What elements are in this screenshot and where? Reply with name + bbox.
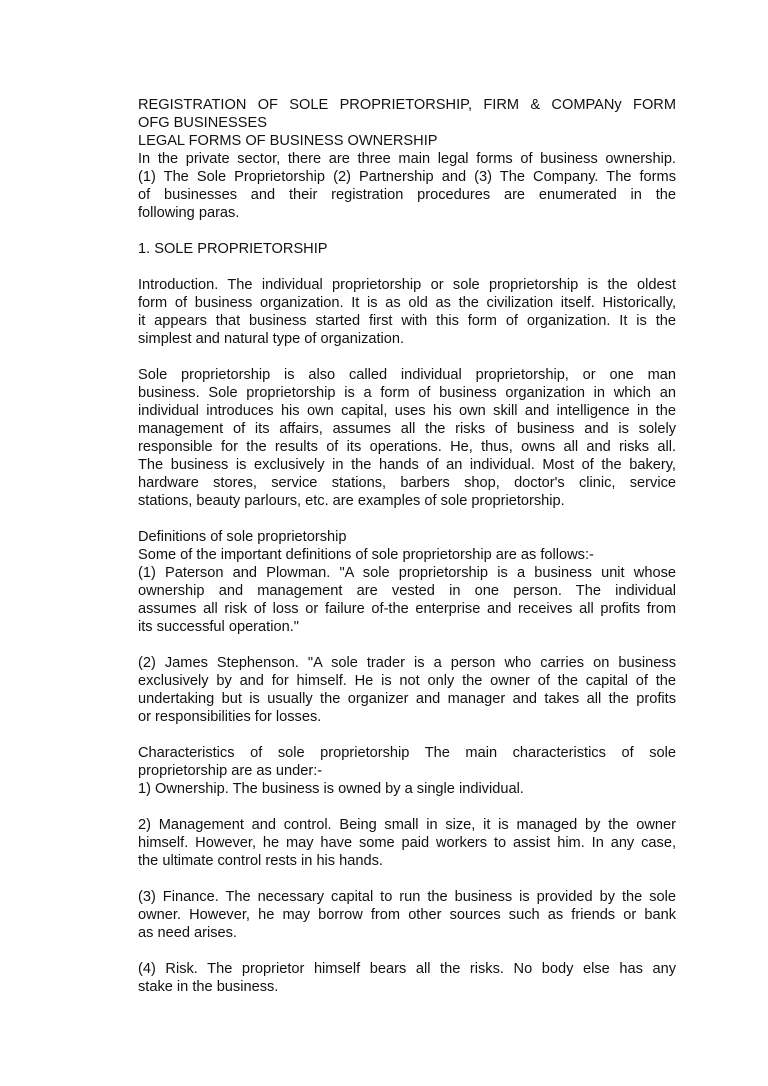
paragraph-line: the ultimate control rests in his hands. [138, 853, 383, 869]
paragraph-line: (2) James Stephenson. "A sole trader is a person who carries on business [138, 655, 676, 671]
document-subtitle [138, 132, 676, 150]
paragraph-line: management of its affairs, assumes all the risks of business and is solely [138, 421, 676, 437]
paragraph-line: undertaking but is usually the organizer and manager and takes all the profits [138, 691, 676, 707]
paragraph-line: its successful operation." [138, 619, 299, 635]
paragraph-line: individual introduces his own capital, uses his own skill and intelligence in the [138, 403, 676, 419]
heading-line: 1. SOLE PROPRIETORSHIP [138, 241, 328, 257]
title-line: OFG BUSINESSES [138, 115, 267, 131]
paragraph-line: 1) Ownership. The business is owned by a single individual. [138, 781, 524, 797]
paragraph-line: stake in the business. [138, 979, 279, 995]
paragraph-line: simplest and natural type of organization. [138, 331, 405, 347]
paragraph-line: of businesses and their registration procedures are enumerated in the [138, 187, 676, 203]
paragraph-line: ownership and management are vested in one person. The individual [138, 583, 676, 599]
paragraph-line: business. Sole proprietorship is a form of business organization in which an [138, 385, 676, 401]
introduction-paragraph [138, 276, 676, 348]
paragraph-line: (4) Risk. The proprietor himself bears all the risks. No body else has any [138, 961, 676, 977]
paragraph-line: stations, beauty parlours, etc. are examples of sole proprietorship. [138, 493, 565, 509]
paragraph-line: In the private sector, there are three main legal forms of business ownership. [138, 151, 676, 167]
paragraph-line: as need arises. [138, 925, 237, 941]
paragraph-line: exclusively by and for himself. He is not only the owner of the capital of the [138, 673, 676, 689]
paragraph-line: proprietorship are as under:- [138, 763, 323, 779]
paragraph-line: himself. However, he may have some paid workers to assist him. In any case, [138, 835, 676, 851]
paragraph-line: owner. However, he may borrow from other sources such as friends or bank [138, 907, 676, 923]
intro-paragraph [138, 150, 676, 222]
paragraph-line: it appears that business started first with this form of organization. It is the [138, 313, 676, 329]
subtitle-line: LEGAL FORMS OF BUSINESS OWNERSHIP [138, 133, 438, 149]
definitions-section [138, 528, 676, 636]
paragraph-line: 2) Management and control. Being small in size, it is managed by the owner [138, 817, 676, 833]
paragraph-line: hardware stores, service stations, barbers shop, doctor's clinic, service [138, 475, 676, 491]
document-title [138, 96, 676, 132]
paragraph-line: The business is exclusively in the hands of an individual. Most of the bakery, [138, 457, 676, 473]
title-line: REGISTRATION OF SOLE PROPRIETORSHIP, FIRM & COMPANy FORM [138, 97, 676, 113]
paragraph-line: (1) Paterson and Plowman. "A sole proprietorship is a business unit whose [138, 565, 676, 581]
sole-proprietorship-paragraph [138, 366, 676, 510]
characteristic-3-paragraph [138, 888, 676, 942]
characteristic-2-paragraph [138, 816, 676, 870]
characteristic-4-paragraph [138, 960, 676, 996]
paragraph-line: form of business organization. It is as old as the civilization itself. Historically, [138, 295, 676, 311]
section-heading [138, 240, 676, 258]
paragraph-line: (1) The Sole Proprietorship (2) Partnership and (3) The Company. The forms [138, 169, 676, 185]
paragraph-line: Sole proprietorship is also called individual proprietorship, or one man [138, 367, 676, 383]
paragraph-line: (3) Finance. The necessary capital to run the business is provided by the sole [138, 889, 676, 905]
paragraph-line: responsible for the results of its operations. He, thus, owns all and risks all. [138, 439, 676, 455]
definitions-intro: Some of the important definitions of sole proprietorship are as follows:- [138, 547, 594, 563]
paragraph-line: or responsibilities for losses. [138, 709, 322, 725]
characteristics-section [138, 744, 676, 798]
definition-2-paragraph [138, 654, 676, 726]
paragraph-line: Introduction. The individual proprietorship or sole proprietorship is the oldest [138, 277, 676, 293]
document-page [138, 96, 676, 996]
definitions-heading: Definitions of sole proprietorship [138, 529, 347, 545]
paragraph-line: following paras. [138, 205, 240, 221]
paragraph-line: Characteristics of sole proprietorship The main characteristics of sole [138, 745, 676, 761]
paragraph-line: assumes all risk of loss or failure of-the enterprise and receives all profits from [138, 601, 676, 617]
